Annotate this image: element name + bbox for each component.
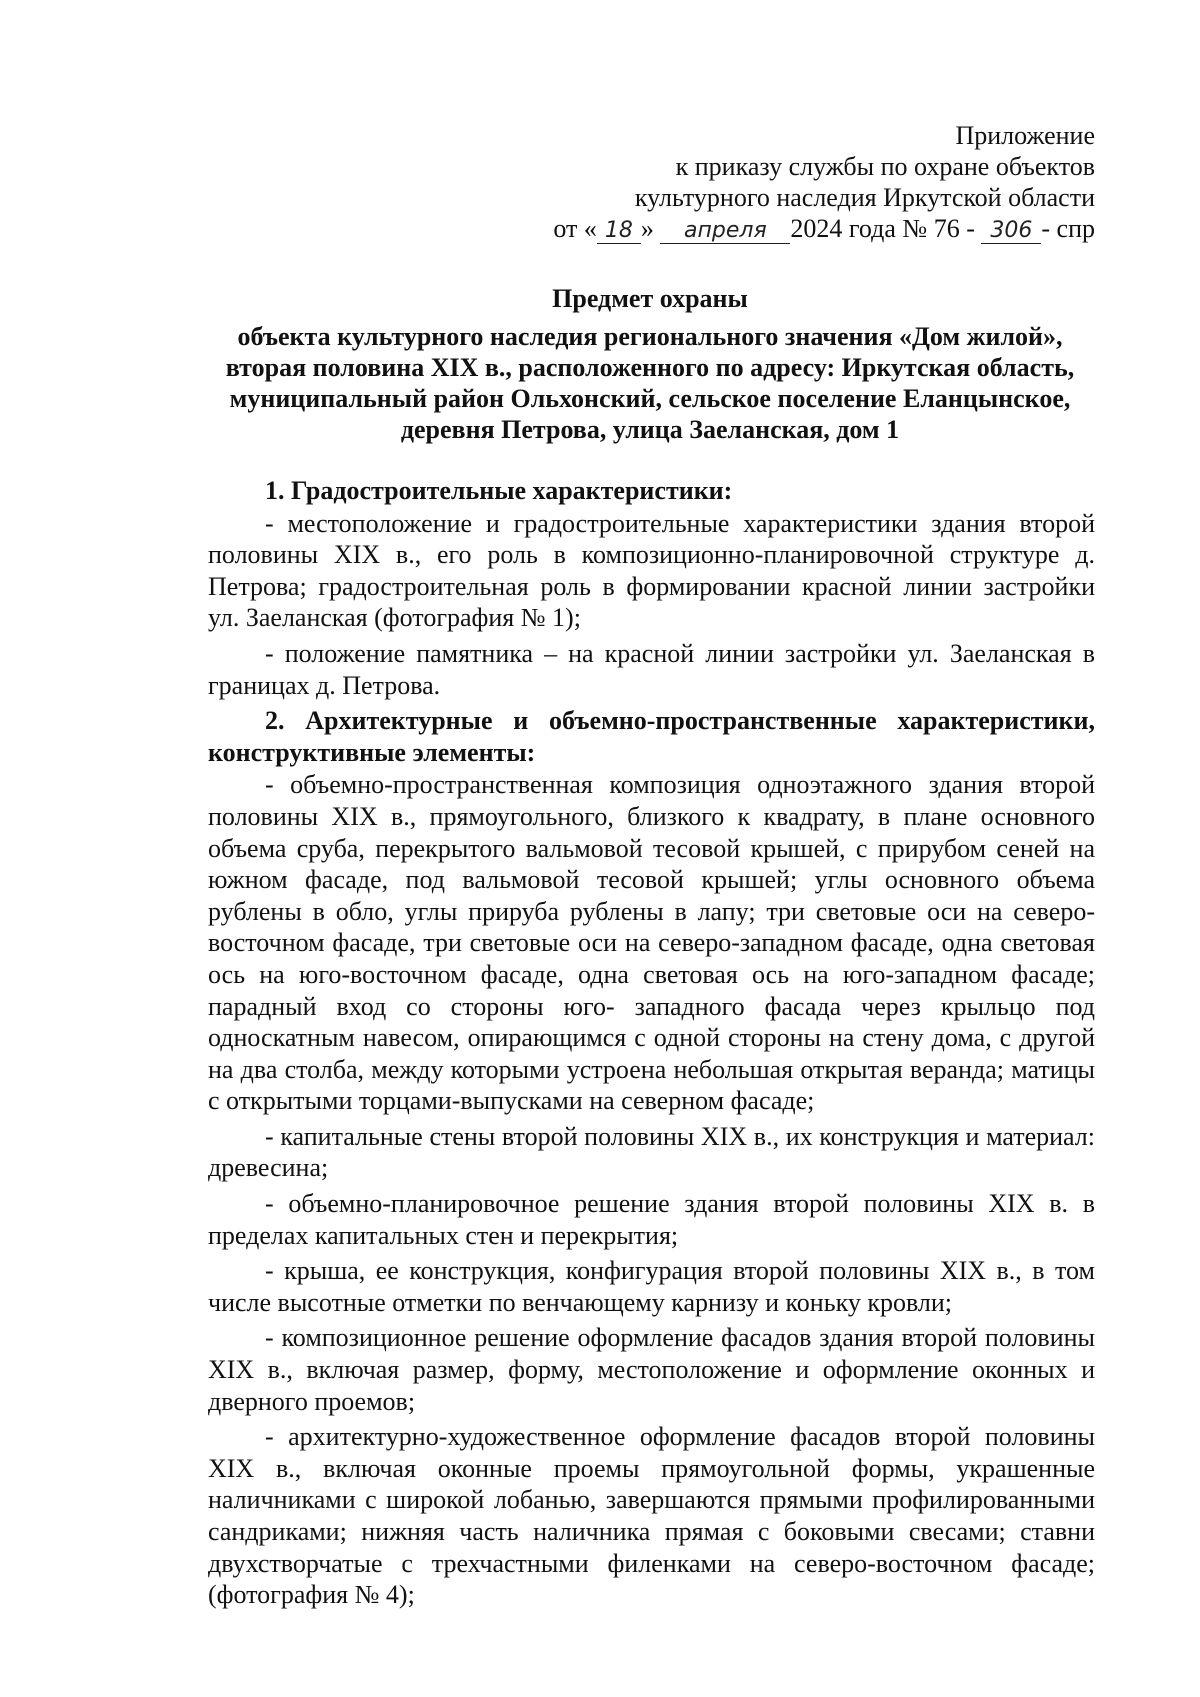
handwritten-order-number: 306 xyxy=(981,219,1041,244)
document-body xyxy=(208,471,1095,1615)
handwritten-day: 18 xyxy=(597,219,641,244)
appendix-agency: культурного наследия Иркутской области xyxy=(634,183,1095,212)
section2-item: - капитальные стены второй половины XIX в., их конструкция и материал: древесина; xyxy=(208,1121,1095,1183)
year-and-number: 2024 года № 76 - xyxy=(790,214,975,243)
section1-title: 1. Градостроительные характеристики: xyxy=(265,476,733,505)
section2-item: - объемно-пространственная композиция одноэтажного здания второй половины XIX в., прямоугольного, близкого к квадрату, в плане основного объема сруба, перекрытого вальмовой тесовой крышей, с прирубом сеней на южном фасаде, под вальмовой тесовой крышей; углы основного объема рублены в обло, углы прируба рублены в лапу; три световые оси на северо-восточном фасаде, три световые оси на северо-западном фасаде, одна световая ось на юго-восточном фасаде, одна световая ось на юго-западном фасаде; парадный вход со стороны юго- западного фасада через крыльцо под односкатным навесом, опирающимся с одной стороны на стену дома, с другой на два столба, между которыми устроена небольшая открытая веранда; матицы с открытыми торцами-выпусками на северном фасаде; xyxy=(208,770,1095,1116)
section2-item: - крыша, ее конструкция, конфигурация второй половины XIX в., в том числе высотные отметки по венчающему карнизу и коньку кровли; xyxy=(208,1256,1095,1317)
handwritten-month: апреля xyxy=(660,219,790,244)
appendix-label: Приложение xyxy=(955,121,1095,150)
appendix-date-line xyxy=(553,213,1095,244)
heading-subtitle: объекта культурного наследия регионального значения «Дом жилой», вторая половина XIX в., расположенного по адресу: Иркутская область, муниципальный район Ольхонский, сельское поселение Еланцынское, деревня Петрова, улица Заеланская, дом 1 xyxy=(225,322,1075,444)
appendix-block xyxy=(553,120,1095,244)
section1-item: - местоположение и градостроительные характеристики здания второй половины XIX в., его роль в композиционно-планировочной структуре д. Петрова; градостроительная роль в формировании красной линии застройки ул. Заеланская (фотография № 1); xyxy=(208,508,1095,633)
section1-item: - положение памятника – на красной линии застройки ул. Заеланская в границах д. Петрова. xyxy=(208,638,1095,700)
number-suffix: - спр xyxy=(1041,214,1095,243)
appendix-order-ref: к приказу службы по охране объектов xyxy=(675,152,1095,181)
date-prefix: от « xyxy=(553,214,597,243)
date-close: » xyxy=(640,214,654,243)
section2-item: - объемно-планировочное решение здания второй половины XIX в. в пределах капитальных стен и перекрытия; xyxy=(208,1189,1095,1250)
section2-item: - композиционное решение оформление фасадов здания второй половины XIX в., включая размер, форму, местоположение и оформление оконных и дверного проемов; xyxy=(208,1323,1095,1416)
document-heading xyxy=(200,283,1100,445)
section2-item: - архитектурно-художественное оформление фасадов второй половины XIX в., включая оконные проемы прямоугольной формы, украшенные наличниками с широкой лобанью, завершаются прямыми профилированными сандриками; нижняя часть наличника прямая с боковыми свесами; ставни двухстворчатые с трехчастными филенками на северо-восточном фасаде; (фотография № 4); xyxy=(208,1422,1095,1610)
heading-title: Предмет охраны xyxy=(552,284,748,313)
section2-title: 2. Архитектурные и объемно-пространственные характеристики, конструктивные элементы: xyxy=(208,706,1095,767)
